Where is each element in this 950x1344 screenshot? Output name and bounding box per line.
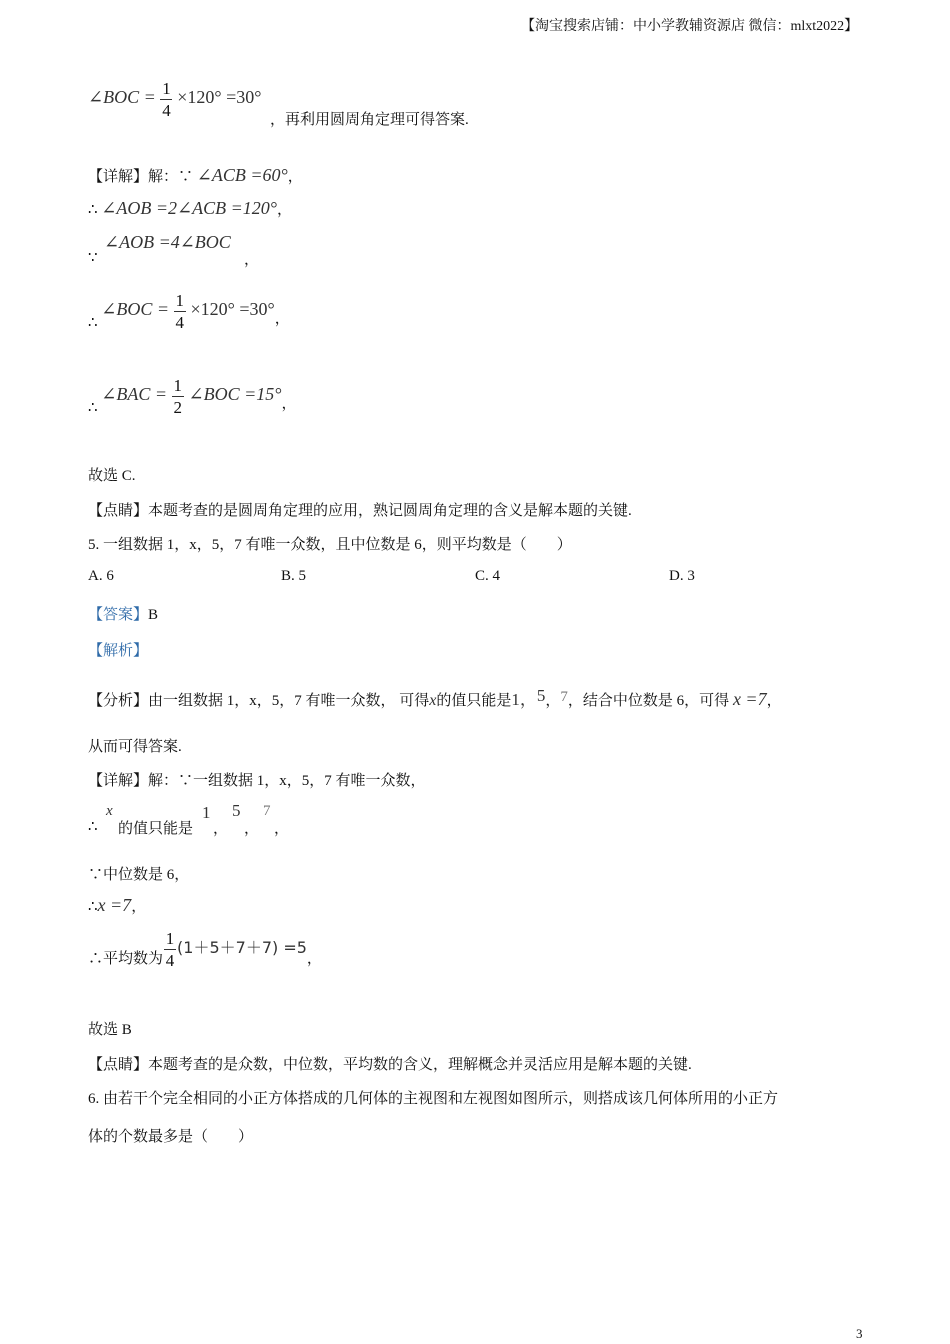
answer-tag: 【答案】 bbox=[88, 607, 149, 623]
comment-text: 本题考查的是圆周角定理的应用，熟记圆周角定理的含义是解本题的关键. bbox=[148, 503, 632, 519]
analysis-text: 的值只能是 bbox=[436, 693, 512, 709]
q5-step2: ∵中位数是 6， bbox=[88, 867, 190, 883]
q5-choose: 故选 B bbox=[88, 1022, 132, 1038]
fraction bbox=[172, 377, 184, 416]
value-1: 1， bbox=[511, 690, 537, 709]
math-rest: ∠BOC =15° bbox=[188, 383, 282, 404]
comma: ， bbox=[244, 821, 260, 837]
therefore-symbol: ∴ bbox=[88, 202, 98, 218]
value-1: 1 bbox=[202, 803, 211, 822]
q5-detail bbox=[88, 769, 426, 790]
denominator: 4 bbox=[162, 101, 171, 120]
average-label: 平均数为 bbox=[103, 950, 164, 967]
math-aob: ∠AOB =2∠ACB =120° bbox=[101, 198, 277, 218]
detail-tag: 【详解】 bbox=[88, 169, 149, 185]
value-5: 5 bbox=[536, 686, 546, 705]
value-7: 7 bbox=[263, 803, 271, 819]
formula-text: ，再利用圆周角定理可得答案. bbox=[270, 112, 469, 128]
q5-step4: ∴平均数为 $\frac{1}{4}$ (1＋5＋7＋7) =5， bbox=[88, 929, 322, 970]
q5-analysis: 【分析】由一组数据 1，x，5，7 有唯一众数， 可得x的值只能是1，5，7，结合中位数是 6，可得 x =7， bbox=[88, 686, 782, 709]
answer-value: B bbox=[148, 607, 159, 623]
q5-option-b: B. 5 bbox=[281, 568, 307, 584]
numerator: 1 bbox=[173, 376, 183, 395]
because-symbol: ∵ bbox=[178, 169, 194, 185]
page-number: 3 bbox=[856, 1326, 863, 1341]
numerator: 1 bbox=[165, 929, 175, 948]
formula-lhs: ∠BOC = bbox=[88, 86, 156, 107]
value-5: 5 bbox=[232, 801, 241, 820]
q6-stem-line2: 体的个数最多是（ ） bbox=[88, 1129, 254, 1145]
q5-stem: 5. 一组数据 1，x，5，7 有唯一众数，且中位数是 6，则平均数是（ ） bbox=[88, 537, 572, 553]
q4-line4 bbox=[88, 292, 290, 331]
therefore-symbol: ∴ bbox=[88, 314, 98, 331]
q5-comment bbox=[88, 1053, 692, 1074]
comma: ， bbox=[274, 821, 290, 837]
detail-text: 解：∵一组数据 1，x，5，7 有唯一众数， bbox=[148, 773, 426, 789]
math-lhs: ∠BOC = bbox=[101, 298, 170, 319]
math-rest: ×120° =30° bbox=[190, 298, 275, 319]
fraction bbox=[164, 930, 176, 969]
analysis-head: 【分析】 bbox=[88, 693, 149, 709]
formula-rest: ×120° =30° bbox=[177, 86, 262, 107]
q5-option-d: D. 3 bbox=[669, 568, 695, 584]
because-symbol: ∵ bbox=[88, 250, 98, 266]
comma: ， bbox=[276, 202, 292, 218]
analysis-text: ，结合中位数是 6，可得 bbox=[567, 693, 730, 709]
comma: ， bbox=[281, 395, 297, 412]
denominator: 4 bbox=[175, 313, 185, 332]
detail-tag: 【详解】 bbox=[88, 773, 149, 789]
comment-tag: 【点睛】 bbox=[88, 1057, 149, 1073]
fraction bbox=[174, 292, 186, 331]
numerator: 1 bbox=[175, 291, 185, 310]
q5-option-c: C. 4 bbox=[475, 568, 501, 584]
equation-x7: x =7 bbox=[97, 895, 132, 915]
therefore-symbol: ∴ bbox=[88, 399, 98, 416]
denominator: 4 bbox=[165, 951, 175, 970]
q5-option-a: A. 6 bbox=[88, 568, 114, 584]
math-acb: ∠ACB =60° bbox=[196, 165, 288, 185]
q4-line2 bbox=[88, 198, 292, 219]
comment-text: 本题考查的是众数，中位数，平均数的含义，理解概念并灵活应用是解本题的关键. bbox=[148, 1057, 692, 1073]
q4-line5 bbox=[88, 377, 296, 416]
var-x: x bbox=[106, 803, 113, 819]
q5-step1-therefore: ∴ bbox=[88, 819, 98, 835]
var-x: x bbox=[429, 692, 437, 709]
comment-tag: 【点睛】 bbox=[88, 503, 149, 519]
denominator: 2 bbox=[173, 398, 183, 417]
q5-step1-text: 的值只能是 bbox=[118, 821, 194, 837]
fraction bbox=[160, 80, 172, 119]
shop-header: 【淘宝搜索店铺：中小学教辅资源店 微信：mlxt2022】 bbox=[521, 19, 859, 34]
q5-analysis-cont: 从而可得答案. bbox=[88, 739, 182, 755]
average-expression: (1＋5＋7＋7) =5 bbox=[177, 937, 307, 957]
comma: ， bbox=[274, 310, 290, 327]
comma: ， bbox=[287, 169, 303, 185]
value-7: 7 bbox=[560, 689, 568, 705]
comma: ， bbox=[213, 821, 229, 837]
q4-choose: 故选 C. bbox=[88, 468, 136, 484]
q4-comment bbox=[88, 499, 632, 520]
q5-step3: ∴x =7， bbox=[88, 895, 147, 915]
q5-answer bbox=[88, 603, 158, 624]
q6-stem-line1: 6. 由若干个完全相同的小正方体搭成的几何体的主视图和左视图如图所示，则搭成该几何体所用的小正方 bbox=[88, 1091, 779, 1107]
analysis-text: 由一组数据 1，x，5，7 有唯一众数， 可得 bbox=[148, 693, 430, 709]
q4-line3-math bbox=[104, 232, 231, 253]
q4-detail-line bbox=[88, 165, 303, 186]
numerator: 1 bbox=[162, 79, 171, 98]
equation-x7: x =7 bbox=[732, 689, 767, 709]
q5-analysis-tag: 【解析】 bbox=[88, 643, 149, 659]
formula-boc bbox=[88, 80, 261, 119]
math-lhs: ∠BAC = bbox=[101, 383, 168, 404]
math-aob-boc: ∠AOB =4∠BOC bbox=[104, 232, 231, 252]
detail-text: 解： bbox=[148, 169, 179, 185]
comma: ， bbox=[244, 252, 260, 268]
